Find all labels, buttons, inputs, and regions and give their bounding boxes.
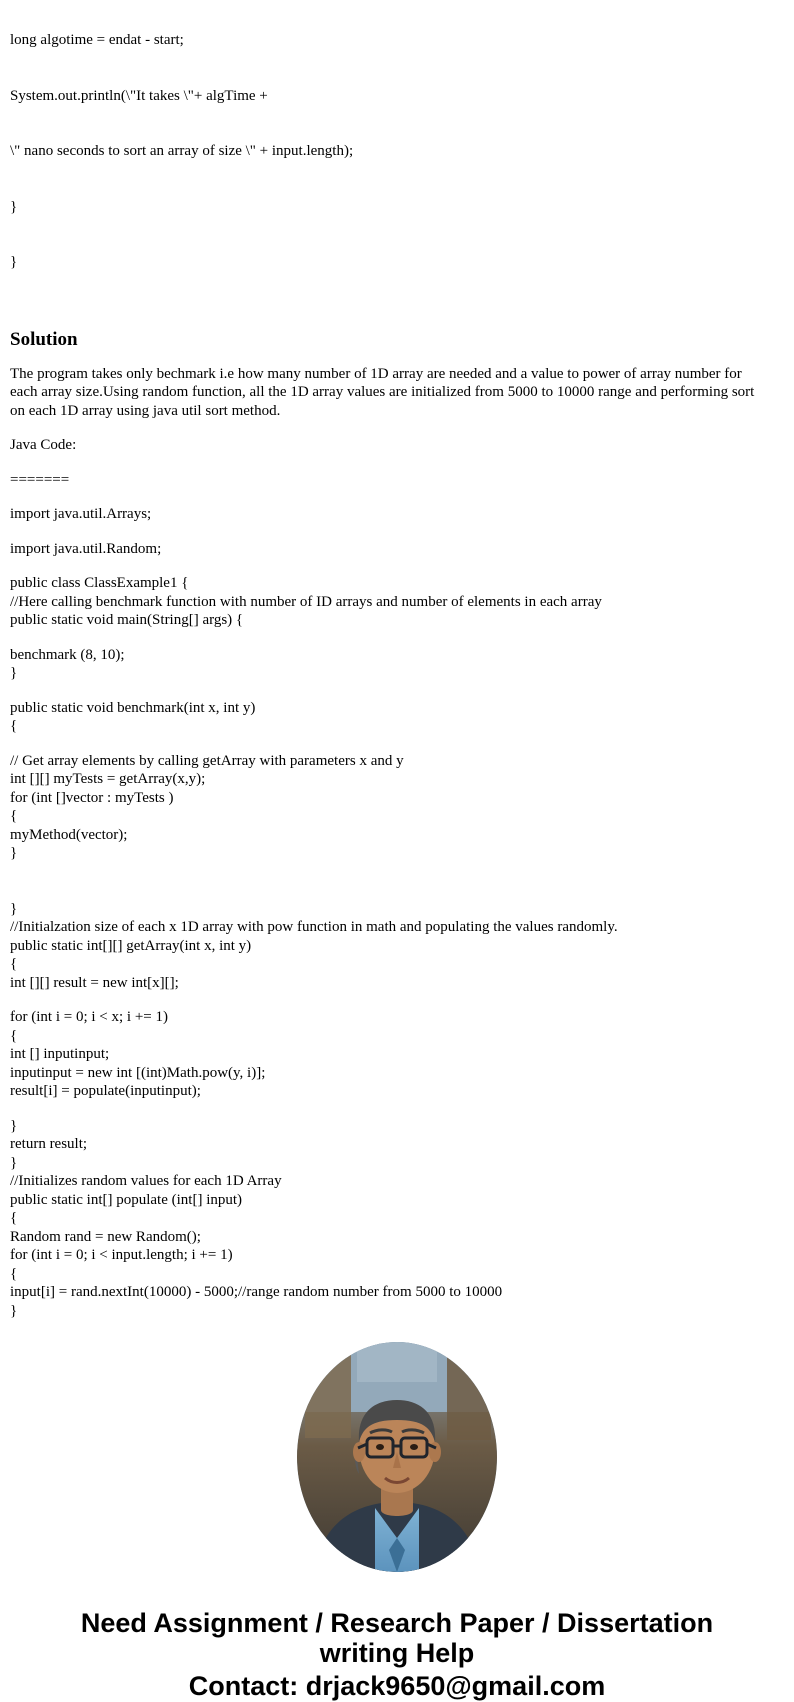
code-line: { [10,1027,18,1044]
code-line: int [] inputinput; [10,1046,110,1062]
code-line: import java.util.Random; [10,540,162,557]
code-line: { [10,718,18,734]
java-code-label: Java Code: [10,437,77,453]
code-line: \" nano seconds to sort an array of size \" + input.length); [10,143,354,159]
solution-heading: Solution [10,328,78,350]
author-photo-container [10,1342,784,1572]
code-line: return result; [10,1136,88,1152]
code-line: inputinput = new int [(int)Math.pow(y, i)]; [10,1064,266,1081]
avatar [297,1342,497,1572]
code-line: } [10,254,18,270]
code-line: public static void main(String[] args) { [10,612,244,628]
code-line: } [10,900,18,917]
code-line: myMethod(vector); [10,826,128,843]
profile-photo-icon [297,1342,497,1572]
code-line: for (int i = 0; i < x; i += 1) [10,1009,168,1025]
code-line: public class ClassExample1 { [10,575,189,591]
code-line: for (int i = 0; i < input.length; i += 1) [10,1247,233,1263]
code-line: for (int []vector : myTests ) [10,789,174,806]
code-line: } [10,665,18,681]
code-line: Random rand = new Random(); [10,1228,201,1245]
code-line: { [10,1265,18,1282]
code-line: //Initializes random values for each 1D Array [10,1173,282,1189]
code-line: int [][] result = new int[x][]; [10,974,179,991]
code-line: //Initialzation size of each x 1D array with pow function in math and populating the values randomly. [10,919,618,935]
code-line: } [10,1302,18,1319]
code-line: // Get array elements by calling getArray with parameters x and y [10,752,404,769]
code-line [10,881,784,900]
code-line: System.out.println(\"It takes \"+ algTime + [10,87,268,104]
code-line: result[i] = populate(inputinput); [10,1083,201,1099]
code-line: } [10,1117,18,1134]
top-code-fragment [10,0,784,309]
code-line: } [10,198,18,215]
code-line: } [10,1154,18,1171]
code-line: input[i] = rand.nextInt(10000) - 5000;//range random number from 5000 to 10000 [10,1284,503,1300]
solution-paragraph: The program takes only bechmark i.e how many number of 1D array are needed and a value to power of array number for each array size.Using random function, all the 1D array values are initialized from 5000 to 10000 range and performing sort on each 1D array using java util sort method. [10,365,755,419]
code-line: { [10,808,18,824]
footer-line-1: Need Assignment / Research Paper / Dissertation [80,1608,714,1638]
code-line: long algotime = endat - start; [10,32,184,48]
code-line: { [10,956,18,972]
footer-line-2: writing Help [319,1638,475,1668]
code-line: //Here calling benchmark function with number of ID arrays and number of elements in each array [10,593,602,610]
code-line [10,863,784,882]
code-line: import java.util.Arrays; [10,506,152,522]
code-line: } [10,845,18,861]
code-line: int [][] myTests = getArray(x,y); [10,771,206,787]
footer-line-3: Contact: drjack9650@gmail.com [188,1671,606,1701]
separator-line: ======= [10,471,70,488]
footer-contact [10,1608,784,1702]
code-line: public static int[] populate (int[] input) [10,1191,243,1208]
code-line: benchmark (8, 10); [10,646,125,663]
code-line: public static int[][] getArray(int x, int y) [10,937,252,954]
code-line: public static void benchmark(int x, int y) [10,699,256,716]
java-code-block [10,505,784,1320]
code-line: { [10,1210,18,1226]
